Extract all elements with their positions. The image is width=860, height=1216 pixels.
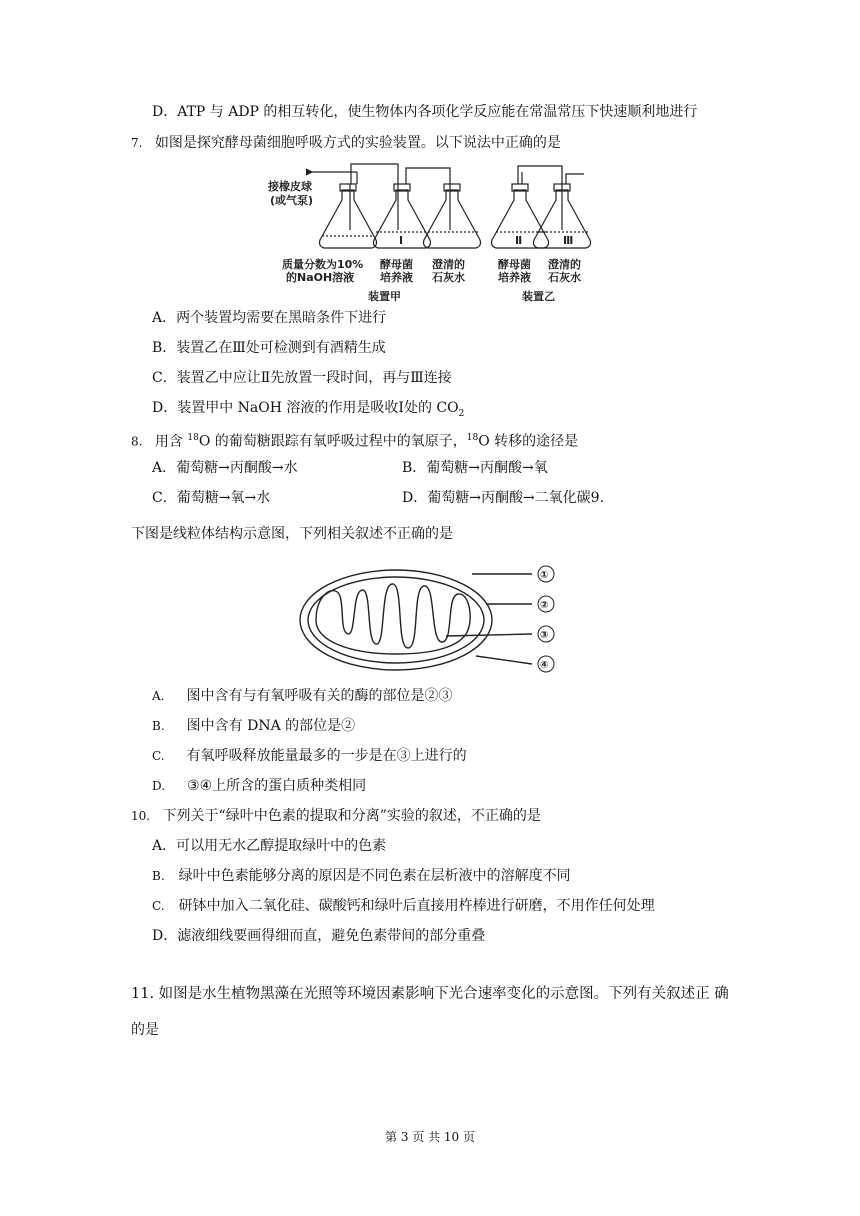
q10-option-b [152,866,571,886]
q10-option-c-letter: C. [152,899,165,913]
q8-option-c: C．葡萄糖→氧→水 [152,490,271,506]
q10-option-b-letter: B. [152,869,165,883]
q9-option-d [152,776,366,796]
mito-label-1: ① [540,570,549,581]
setup-a-label: 装置甲 [368,290,401,303]
pump-label-2: (或气泵) [270,194,314,207]
q7-number: 7. [131,136,143,150]
q11-stem-line-2: 的是 [131,1022,159,1038]
q9-option-d-letter: D. [152,779,166,793]
mito-label-3: ③ [540,630,549,641]
q8-stem-b: O 的葡萄糖跟踪有氧呼吸过程中的氧原子， [198,433,467,450]
q9-option-a [152,686,452,706]
flask1-label-1: 质量分数为10% [282,258,364,271]
q9-option-c-text: 有氧呼吸释放能量最多的一步是在③上进行的 [186,748,467,764]
q10-stem [131,806,541,826]
q8-option-d: D．葡萄糖→丙酮酸→二氧化碳9. [402,490,605,506]
q9-option-c [152,746,467,766]
q8-stem-c: O 转移的途径是 [478,433,579,450]
flask4-label-2: 培养液 [498,271,531,284]
q7-option-c: C．装置乙中应让Ⅱ先放置一段时间，再与Ⅲ连接 [152,370,452,386]
flask1-label-2: 的NaOH溶液 [286,271,355,284]
pump-label-1: 接橡皮球 [268,180,312,193]
q8-sup-2: 18 [466,433,479,443]
q10-option-c [152,896,655,916]
q8-option-a: A．葡萄糖→丙酮酸→水 [152,460,298,476]
q7-option-d [152,398,464,424]
q8-stem [131,428,578,452]
q7-option-d-subscript: 2 [458,408,465,419]
q9-option-a-letter: A. [152,689,165,703]
q9-option-b-text: 图中含有 DNA 的部位是② [186,718,356,734]
q7-option-a: A．两个装置均需要在黑暗条件下进行 [152,310,387,326]
q11-stem-line-1: 11. 如图是水生植物黑藻在光照等环境因素影响下光合速率变化的示意图。下列有关叙述正 确 [131,986,729,1002]
mito-label-2: ② [540,600,549,611]
q7-stem-text: 如图是探究酵母菌细胞呼吸方式的实验装置。以下说法中正确的是 [154,135,561,151]
q9-option-b-letter: B. [152,719,165,733]
q6-option-d: D．ATP 与 ADP 的相互转化，使生物体内各项化学反应能在常温常压下快速顺利地进行 [152,104,698,120]
q10-option-d: D．滤液细线要画得细而直，避免色素带间的部分重叠 [152,928,486,944]
q10-number: 10. [131,809,151,823]
q9-option-b [152,716,355,736]
yeast-respiration-apparatus-figure [262,160,592,310]
roman-1-label: Ⅰ [399,234,404,247]
flask3-label-1: 澄清的 [432,258,465,271]
setup-b-label: 装置乙 [522,290,555,303]
q7-option-d-text: D．装置甲中 NaOH 溶液的作用是吸收Ⅰ处的 CO [152,400,459,416]
q9-stem: 下图是线粒体结构示意图，下列相关叙述不正确的是 [131,526,453,542]
flask5-label-1: 澄清的 [548,258,581,271]
page-footer: 第 3 页 共 10 页 [385,1130,475,1144]
q7-option-b: B．装置乙在Ⅲ处可检测到有酒精生成 [152,340,386,356]
q10-option-a: A．可以用无水乙醇提取绿叶中的色素 [152,838,387,854]
q10-option-b-text: 绿叶中色素能够分离的原因是不同色素在层析液中的溶解度不同 [178,868,571,884]
q9-option-d-text: ③④上所含的蛋白质种类相同 [187,778,367,794]
flask3-label-2: 石灰水 [432,271,465,284]
q10-option-c-text: 研钵中加入二氧化硅、碳酸钙和绿叶后直接用杵棒进行研磨，不用作任何处理 [178,898,655,914]
q9-option-c-letter: C. [152,749,165,763]
mito-label-4: ④ [540,660,549,671]
flask2-label-1: 酵母菌 [380,258,413,271]
q9-option-a-text: 图中含有与有氧呼吸有关的酶的部位是②③ [186,688,453,704]
q7-stem [131,133,561,153]
q8-sup-1: 18 [187,433,199,443]
flask4-label-1: 酵母菌 [498,258,531,271]
q8-stem-a: 用含 [154,433,188,450]
q8-number: 8. [131,434,143,449]
mitochondrion-structure-figure [296,562,566,680]
roman-3-label: Ⅲ [563,234,574,247]
q8-option-b: B．葡萄糖→丙酮酸→氧 [402,460,548,476]
q10-stem-text: 下列关于“绿叶中色素的提取和分离”实验的叙述，不正确的是 [162,808,541,824]
flask5-label-2: 石灰水 [548,271,581,284]
flask2-label-2: 培养液 [380,271,413,284]
roman-2-label: Ⅱ [515,234,523,247]
